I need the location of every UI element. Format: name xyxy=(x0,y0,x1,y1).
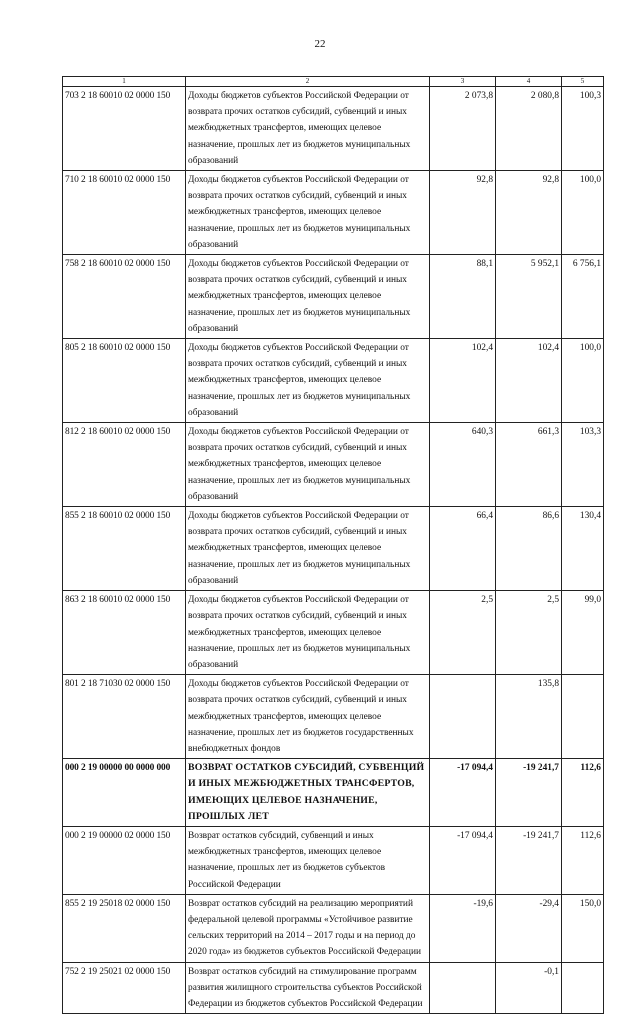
actual-value-cell: -29,4 xyxy=(496,894,562,962)
plan-value-cell: 88,1 xyxy=(430,255,496,339)
table-row xyxy=(63,826,604,894)
percent-cell: 99,0 xyxy=(562,591,604,675)
plan-value-cell: 640,3 xyxy=(430,423,496,507)
percent-cell: 130,4 xyxy=(562,507,604,591)
budget-code-cell: 812 2 18 60010 02 0000 150 xyxy=(63,423,186,507)
budget-code-cell: 710 2 18 60010 02 0000 150 xyxy=(63,171,186,255)
percent-cell: 100,3 xyxy=(562,87,604,171)
description-cell: Доходы бюджетов субъектов Российской Федерации от возврата прочих остатков субсидий, субвенций и иных межбюджетных трансфертов, имеющих целевое назначение, прошлых лет из бюджетов муниципальных образований xyxy=(186,423,430,507)
table-row xyxy=(63,591,604,675)
percent-cell: 103,3 xyxy=(562,423,604,507)
description-cell: Доходы бюджетов субъектов Российской Федерации от возврата прочих остатков субсидий, субвенций и иных межбюджетных трансфертов, имеющих целевое назначение, прошлых лет из бюджетов муниципальных образований xyxy=(186,171,430,255)
column-header: 5 xyxy=(562,77,604,87)
budget-code-cell: 805 2 18 60010 02 0000 150 xyxy=(63,339,186,423)
budget-code-cell: 752 2 19 25021 02 0000 150 xyxy=(63,962,186,1014)
description-cell: Доходы бюджетов субъектов Российской Федерации от возврата прочих остатков субсидий, субвенций и иных межбюджетных трансфертов, имеющих целевое назначение, прошлых лет из бюджетов муниципальных образований xyxy=(186,591,430,675)
table-row xyxy=(63,507,604,591)
column-header: 3 xyxy=(430,77,496,87)
description-cell: ВОЗВРАТ ОСТАТКОВ СУБСИДИЙ, СУБВЕНЦИЙ И ИНЫХ МЕЖБЮДЖЕТНЫХ ТРАНСФЕРТОВ, ИМЕЮЩИХ ЦЕЛЕВОЕ НАЗНАЧЕНИЕ, ПРОШЛЫХ ЛЕТ xyxy=(186,759,430,827)
percent-cell: 100,0 xyxy=(562,339,604,423)
description-cell: Доходы бюджетов субъектов Российской Федерации от возврата прочих остатков субсидий, субвенций и иных межбюджетных трансфертов, имеющих целевое назначение, прошлых лет из бюджетов муниципальных образований xyxy=(186,339,430,423)
table-body xyxy=(63,87,604,1014)
page-number: 22 xyxy=(314,38,326,50)
plan-value-cell: -17 094,4 xyxy=(430,826,496,894)
budget-table xyxy=(62,76,604,1014)
percent-cell: 112,6 xyxy=(562,826,604,894)
plan-value-cell: 92,8 xyxy=(430,171,496,255)
budget-code-cell: 000 2 19 00000 02 0000 150 xyxy=(63,826,186,894)
table-row xyxy=(63,675,604,759)
percent-cell: 6 756,1 xyxy=(562,255,604,339)
actual-value-cell: 2,5 xyxy=(496,591,562,675)
actual-value-cell: -19 241,7 xyxy=(496,759,562,827)
plan-value-cell: -17 094,4 xyxy=(430,759,496,827)
budget-code-cell: 863 2 18 60010 02 0000 150 xyxy=(63,591,186,675)
table-row xyxy=(63,894,604,962)
plan-value-cell: 66,4 xyxy=(430,507,496,591)
plan-value-cell xyxy=(430,962,496,1014)
actual-value-cell: 661,3 xyxy=(496,423,562,507)
column-header: 1 xyxy=(63,77,186,87)
plan-value-cell: -19,6 xyxy=(430,894,496,962)
description-cell: Доходы бюджетов субъектов Российской Федерации от возврата прочих остатков субсидий, субвенций и иных межбюджетных трансфертов, имеющих целевое назначение, прошлых лет из бюджетов муниципальных образований xyxy=(186,255,430,339)
percent-cell xyxy=(562,675,604,759)
plan-value-cell xyxy=(430,675,496,759)
column-header: 2 xyxy=(186,77,430,87)
actual-value-cell: -0,1 xyxy=(496,962,562,1014)
table-row xyxy=(63,423,604,507)
budget-code-cell: 801 2 18 71030 02 0000 150 xyxy=(63,675,186,759)
table-row xyxy=(63,171,604,255)
plan-value-cell: 2 073,8 xyxy=(430,87,496,171)
percent-cell: 100,0 xyxy=(562,171,604,255)
description-cell: Возврат остатков субсидий, субвенций и иных межбюджетных трансфертов, имеющих целевое назначение, прошлых лет из бюджетов субъектов Российской Федерации xyxy=(186,826,430,894)
actual-value-cell: 86,6 xyxy=(496,507,562,591)
budget-code-cell: 703 2 18 60010 02 0000 150 xyxy=(63,87,186,171)
description-cell: Возврат остатков субсидий на стимулирование программ развития жилищного строительства субъектов Российской Федерации из бюджетов субъектов Российской Федерации xyxy=(186,962,430,1014)
actual-value-cell: 92,8 xyxy=(496,171,562,255)
description-cell: Доходы бюджетов субъектов Российской Федерации от возврата прочих остатков субсидий, субвенций и иных межбюджетных трансфертов, имеющих целевое назначение, прошлых лет из бюджетов муниципальных образований xyxy=(186,87,430,171)
table-row xyxy=(63,962,604,1014)
percent-cell: 112,6 xyxy=(562,759,604,827)
percent-cell xyxy=(562,962,604,1014)
budget-code-cell: 000 2 19 00000 00 0000 000 xyxy=(63,759,186,827)
table-row xyxy=(63,255,604,339)
plan-value-cell: 2,5 xyxy=(430,591,496,675)
actual-value-cell: -19 241,7 xyxy=(496,826,562,894)
plan-value-cell: 102,4 xyxy=(430,339,496,423)
actual-value-cell: 2 080,8 xyxy=(496,87,562,171)
description-cell: Доходы бюджетов субъектов Российской Федерации от возврата прочих остатков субсидий, субвенций и иных межбюджетных трансфертов, имеющих целевое назначение, прошлых лет из бюджетов муниципальных образований xyxy=(186,507,430,591)
actual-value-cell: 135,8 xyxy=(496,675,562,759)
actual-value-cell: 5 952,1 xyxy=(496,255,562,339)
table-row xyxy=(63,759,604,827)
table-row xyxy=(63,339,604,423)
budget-code-cell: 758 2 18 60010 02 0000 150 xyxy=(63,255,186,339)
description-cell: Возврат остатков субсидий на реализацию мероприятий федеральной целевой программы «Устойчивое развитие сельских территорий на 2014 – 2017 годы и на период до 2020 года» из бюджетов субъектов Российской Федерации xyxy=(186,894,430,962)
description-cell: Доходы бюджетов субъектов Российской Федерации от возврата прочих остатков субсидий, субвенций и иных межбюджетных трансфертов, имеющих целевое назначение, прошлых лет из бюджетов государственных внебюджетных фондов xyxy=(186,675,430,759)
column-number-row xyxy=(63,77,604,87)
actual-value-cell: 102,4 xyxy=(496,339,562,423)
column-header: 4 xyxy=(496,77,562,87)
budget-code-cell: 855 2 18 60010 02 0000 150 xyxy=(63,507,186,591)
table-row xyxy=(63,87,604,171)
percent-cell: 150,0 xyxy=(562,894,604,962)
budget-code-cell: 855 2 19 25018 02 0000 150 xyxy=(63,894,186,962)
